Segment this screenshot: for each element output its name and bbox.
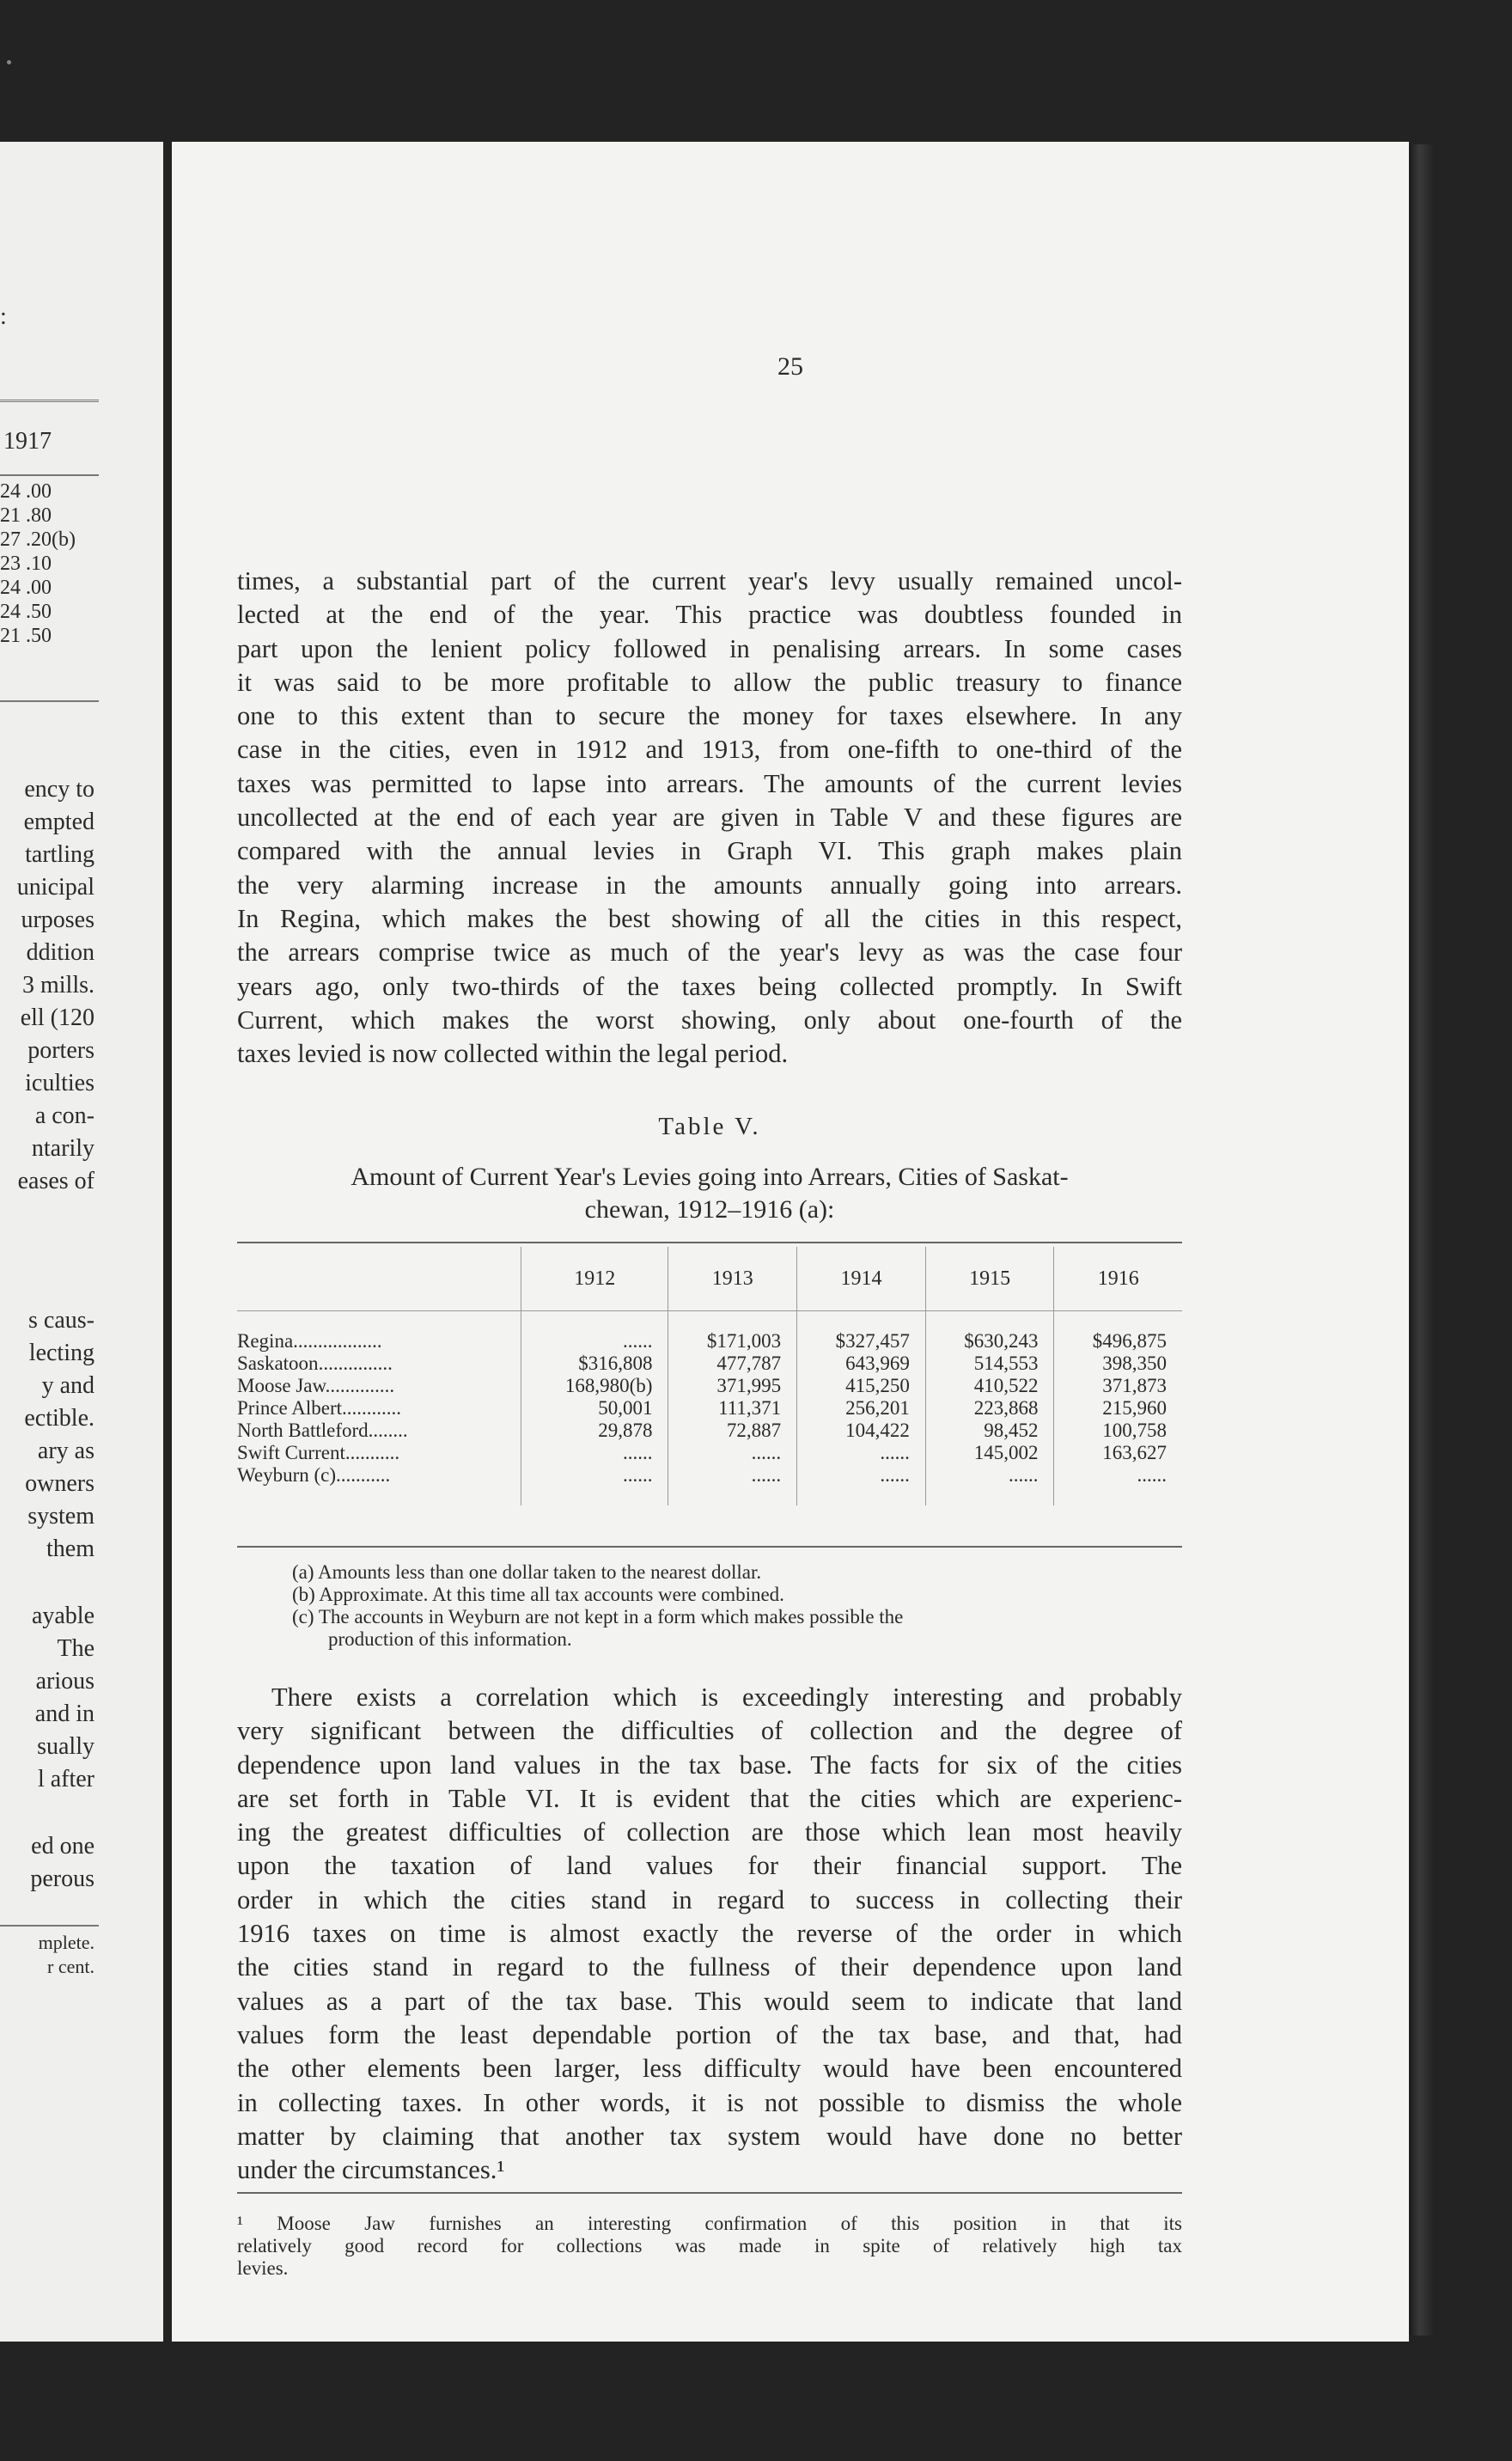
table-cell: 163,627	[1054, 1442, 1182, 1464]
left-page-text-fragment: y and	[41, 1372, 94, 1399]
table-row	[237, 1464, 1182, 1505]
table-cell: 168,980(b)	[521, 1375, 668, 1397]
city-name	[237, 1464, 521, 1505]
table-cell: 50,001	[521, 1397, 668, 1420]
left-page-text-fragment: lecting	[28, 1340, 94, 1366]
left-page-text-fragment: 1917	[3, 428, 52, 455]
paragraph-line: part upon the lenient policy followed in penalising arrears. In some cases	[237, 633, 1182, 663]
table-notes	[292, 1561, 1186, 1651]
table-cell: 514,553	[925, 1353, 1054, 1375]
city-label: Prince Albert	[237, 1397, 342, 1419]
dot-leader: ..................	[293, 1330, 382, 1352]
table-bottom-rule	[237, 1546, 1182, 1548]
left-page-text-fragment: arious	[35, 1668, 94, 1695]
footnote	[237, 2213, 1182, 2280]
column-header-1916: 1916	[1054, 1247, 1182, 1311]
city-label: Regina	[237, 1330, 294, 1352]
table-note: (b) Approximate. At this time all tax accounts were combined.	[292, 1584, 784, 1605]
table-cell: 215,960	[1054, 1397, 1182, 1420]
body-paragraph-1	[237, 565, 1182, 1071]
table-cell: 145,002	[925, 1442, 1054, 1464]
table-cell: 104,422	[797, 1420, 926, 1442]
table-row	[237, 1420, 1182, 1442]
table-stub-header	[237, 1247, 521, 1311]
table-cell: 98,452	[925, 1420, 1054, 1442]
table-cell: $171,003	[668, 1311, 797, 1353]
left-page-text-fragment: them	[46, 1536, 94, 1562]
table-cell: ......	[668, 1464, 797, 1505]
city-label: Swift Current	[237, 1442, 345, 1463]
paragraph-line: order in which the cities stand in regard to success in collecting their	[237, 1884, 1182, 1914]
table-cell: $630,243	[925, 1311, 1054, 1353]
table-row	[237, 1397, 1182, 1420]
city-label: North Battleford	[237, 1420, 369, 1441]
paragraph-line: Current, which makes the worst showing, only about one-fourth of the	[237, 1005, 1182, 1035]
dot-leader: ...........	[344, 1442, 400, 1463]
paragraph-line: compared with the annual levies in Graph VI. This graph makes plain	[237, 836, 1182, 866]
left-page-text-fragment: The	[57, 1635, 94, 1662]
left-page-text-fragment: iculties	[25, 1070, 94, 1096]
city-name	[237, 1311, 521, 1353]
table-cell: 477,787	[668, 1353, 797, 1375]
left-page-text-fragment: system	[27, 1503, 94, 1530]
paragraph-line: the other elements been larger, less difficulty would have been encountered	[237, 2054, 1182, 2084]
left-page-text-fragment: ary as	[37, 1438, 94, 1464]
table-top-rule	[237, 1242, 1182, 1243]
table-cell: $316,808	[521, 1353, 668, 1375]
left-page-text-fragment: 3 mills.	[21, 972, 94, 998]
table-row	[237, 1375, 1182, 1397]
table-cell: 371,995	[668, 1375, 797, 1397]
left-page-text-fragment: a con-	[34, 1102, 94, 1129]
paragraph-line: very significant between the difficulties of collection and the degree of	[237, 1716, 1182, 1746]
previous-page-fragment	[0, 142, 163, 2342]
table-row	[237, 1311, 1182, 1353]
table-title: Table V.	[658, 1113, 761, 1140]
left-page-text-fragment: ddition	[26, 939, 94, 966]
table-cell: ......	[521, 1464, 668, 1505]
paragraph-line: uncollected at the end of each year are given in Table V and these figures are	[237, 803, 1182, 833]
paragraph-line: values as a part of the tax base. This would seem to indicate that land	[237, 1986, 1182, 2016]
left-page-rule	[0, 700, 99, 702]
table-cell: ......	[797, 1442, 926, 1464]
table-cell: 256,201	[797, 1397, 926, 1420]
table-cell: $327,457	[797, 1311, 926, 1353]
dot-leader: ...............	[318, 1353, 393, 1374]
paragraph-line: dependence upon land values in the tax base. The facts for six of the cities	[237, 1750, 1182, 1780]
city-name	[237, 1397, 521, 1420]
table-cell: 223,868	[925, 1397, 1054, 1420]
paragraph-line: In Regina, which makes the best showing of all the cities in this respect,	[237, 903, 1182, 933]
left-page-rule	[0, 474, 99, 476]
left-page-text-fragment: l after	[37, 1766, 94, 1792]
paragraph-line: upon the taxation of land values for their financial support. The	[237, 1851, 1182, 1881]
left-page-text-fragment: ed one	[31, 1833, 94, 1859]
left-page-text-fragment: :	[0, 303, 7, 330]
document-page	[172, 142, 1409, 2342]
left-page-text-fragment: 27 .20(b)	[0, 528, 76, 551]
paragraph-line: case in the cities, even in 1912 and 1913, from one-fifth to one-third of the	[237, 735, 1182, 765]
left-page-text-fragment: s caus-	[28, 1307, 94, 1334]
page-number: 25	[777, 352, 803, 381]
table-caption	[237, 1161, 1182, 1226]
paragraph-line: times, a substantial part of the current year's levy usually remained uncol-	[237, 566, 1182, 595]
left-page-text-fragment: eases of	[17, 1168, 94, 1194]
paragraph-line: the cities stand in regard to the fullness of their dependence upon land	[237, 1952, 1182, 1982]
paragraph-line: in collecting taxes. In other words, it is not possible to dismiss the whole	[237, 2087, 1182, 2117]
city-name	[237, 1375, 521, 1397]
footnote-rule	[237, 2192, 1182, 2194]
column-header-1914: 1914	[797, 1247, 926, 1311]
left-page-text-fragment: 24 .50	[0, 601, 52, 623]
left-page-text-fragment: ectible.	[24, 1405, 94, 1432]
table-cell: 415,250	[797, 1375, 926, 1397]
paragraph-line: years ago, only two-thirds of the taxes being collected promptly. In Swift	[237, 971, 1182, 1001]
paragraph-line: ing the greatest difficulties of collection are those which lean most heavily	[237, 1817, 1182, 1847]
table-cell: 72,887	[668, 1420, 797, 1442]
body-paragraph-2	[237, 1681, 1182, 2187]
left-page-text-fragment: and in	[34, 1701, 94, 1727]
dot-leader: ...........	[336, 1464, 391, 1486]
paragraph-line: matter by claiming that another tax system would have done no better	[237, 2121, 1182, 2151]
paragraph-line: taxes was permitted to lapse into arrears. The amounts of the current levies	[237, 768, 1182, 798]
left-page-text-fragment: sually	[37, 1733, 94, 1760]
table-cell: 643,969	[797, 1353, 926, 1375]
paragraph-line: are set forth in Table VI. It is evident that the cities which are experienc-	[237, 1783, 1182, 1813]
table-cell: ......	[521, 1311, 668, 1353]
paragraph-line: values form the least dependable portion of the tax base, and that, had	[237, 2019, 1182, 2049]
left-page-text-fragment: urposes	[21, 907, 94, 933]
table-cell: ......	[925, 1464, 1054, 1505]
table-cell: ......	[668, 1442, 797, 1464]
footnote-line: relatively good record for collections was made in spite of relatively high tax	[237, 2235, 1182, 2256]
paragraph-line: the arrears comprise twice as much of the year's levy as was the case four	[237, 937, 1182, 968]
table-cell: $496,875	[1054, 1311, 1182, 1353]
table-note: (a) Amounts less than one dollar taken to the nearest dollar.	[292, 1561, 762, 1583]
paragraph-line: it was said to be more profitable to allow the public treasury to finance	[237, 667, 1182, 697]
left-page-text-fragment: unicipal	[16, 874, 94, 901]
city-name	[237, 1442, 521, 1464]
arrears-table	[237, 1247, 1182, 1505]
table-row	[237, 1442, 1182, 1464]
caption-line: chewan, 1912–1916 (a):	[584, 1195, 835, 1224]
table-cell: ......	[1054, 1464, 1182, 1505]
dot-leader: ..............	[325, 1375, 395, 1396]
left-page-text-fragment: ntarily	[31, 1135, 94, 1162]
paragraph-line: one to this extent than to secure the money for taxes elsewhere. In any	[237, 701, 1182, 731]
city-name	[237, 1353, 521, 1375]
left-page-text-fragment: porters	[27, 1037, 94, 1064]
table-cell: 100,758	[1054, 1420, 1182, 1442]
table-note: production of this information.	[328, 1628, 572, 1650]
table-cell: 111,371	[668, 1397, 797, 1420]
left-page-rule	[0, 400, 99, 402]
paragraph-line: under the circumstances.¹	[237, 2155, 505, 2185]
left-page-text-fragment: ency to	[24, 776, 94, 803]
dot-leader: ........	[368, 1420, 408, 1441]
speck	[7, 60, 11, 64]
left-page-text-fragment: 23 .10	[0, 553, 52, 575]
paragraph-line: lected at the end of the year. This practice was doubtless founded in	[237, 600, 1182, 630]
table-row	[237, 1353, 1182, 1375]
table-cell: 29,878	[521, 1420, 668, 1442]
city-label: Weyburn (c)	[237, 1464, 337, 1486]
left-page-text-fragment: 24 .00	[0, 480, 52, 503]
table-cell: ......	[521, 1442, 668, 1464]
paragraph-line: 1916 taxes on time is almost exactly the reverse of the order in which	[237, 1919, 1182, 1949]
paragraph-line: taxes levied is now collected within the legal period.	[237, 1039, 789, 1069]
table-cell: 371,873	[1054, 1375, 1182, 1397]
left-page-text-fragment: tartling	[25, 841, 94, 868]
left-page-text-fragment: mplete.	[38, 1932, 94, 1953]
page-edge-shadow	[1409, 144, 1435, 2336]
dot-leader: ............	[342, 1397, 401, 1419]
footnote-line: levies.	[237, 2257, 289, 2279]
paragraph-line: the very alarming increase in the amounts annually going into arrears.	[237, 870, 1182, 900]
caption-line: Amount of Current Year's Levies going into Arrears, Cities of Saskat-	[351, 1163, 1069, 1191]
column-header-1915: 1915	[925, 1247, 1054, 1311]
column-header-1912: 1912	[521, 1247, 668, 1311]
left-page-rule	[0, 1925, 99, 1927]
table-note: (c) The accounts in Weyburn are not kept in a form which makes possible the	[292, 1606, 904, 1627]
city-label: Saskatoon	[237, 1353, 319, 1374]
left-page-text-fragment: 21 .50	[0, 625, 52, 647]
column-header-1913: 1913	[668, 1247, 797, 1311]
left-page-text-fragment: owners	[25, 1470, 94, 1497]
table-cell: ......	[797, 1464, 926, 1505]
left-page-text-fragment: 24 .00	[0, 577, 52, 599]
footnote-line: ¹ Moose Jaw furnishes an interesting confirmation of this position in that its	[237, 2213, 1182, 2234]
left-page-text-fragment: perous	[30, 1866, 94, 1892]
table-cell: 410,522	[925, 1375, 1054, 1397]
left-page-text-fragment: r cent.	[47, 1956, 94, 1977]
left-page-text-fragment: 21 .80	[0, 504, 52, 527]
table-cell: 398,350	[1054, 1353, 1182, 1375]
city-name	[237, 1420, 521, 1442]
paragraph-line: There exists a correlation which is exceedingly interesting and probably	[271, 1682, 1182, 1712]
left-page-text-fragment: ayable	[31, 1603, 94, 1629]
left-page-text-fragment: empted	[23, 809, 94, 835]
city-label: Moose Jaw	[237, 1375, 326, 1396]
left-page-text-fragment: ell (120	[20, 1005, 94, 1031]
